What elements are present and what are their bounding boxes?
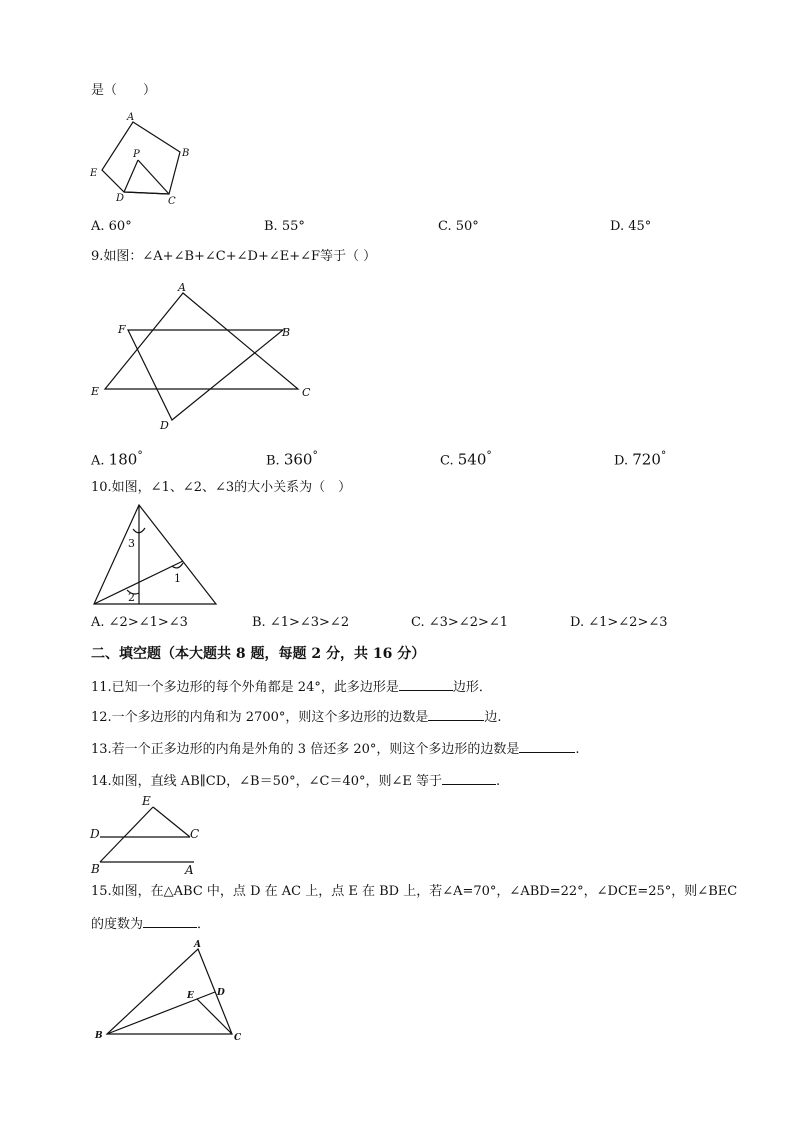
q8-label-C: C	[168, 196, 176, 207]
q12-text-end: 边.	[484, 710, 502, 725]
q9-option-c-degree: °	[486, 449, 492, 462]
q10-label-3: 3	[128, 537, 135, 550]
q9-option-a[interactable]	[91, 447, 143, 470]
q9-option-c-value: 540	[457, 450, 487, 469]
q10-label-2: 2	[128, 591, 135, 604]
q14-label-C: C	[190, 827, 200, 841]
q9-label-A: A	[178, 281, 186, 294]
q15-figure	[86, 938, 256, 1048]
q14-segment-EB	[100, 807, 153, 862]
q8-segment-PC	[138, 160, 169, 194]
q13	[91, 739, 580, 759]
q9-option-d-letter: D.	[614, 453, 629, 469]
q14-label-B: B	[91, 862, 100, 876]
q9-option-c-letter: C.	[440, 453, 454, 469]
q8-label-A: A	[127, 112, 135, 123]
q15-text: 的度数为	[91, 917, 144, 932]
q15-label-C: C	[234, 1033, 242, 1043]
q13-answer-blank[interactable]	[519, 739, 575, 753]
q13-text-end: .	[575, 742, 580, 757]
q8-pentagon	[102, 122, 180, 194]
q9-label-F: F	[118, 323, 126, 336]
q12-answer-blank[interactable]	[428, 707, 484, 721]
q9-option-d-degree: °	[660, 449, 667, 462]
q8-figure	[86, 108, 206, 208]
q14-answer-blank[interactable]	[442, 771, 496, 785]
q8-segment-PD	[124, 160, 138, 192]
q10-option-d[interactable]: D. ∠1>∠2>∠3	[570, 615, 668, 630]
q8-option-b[interactable]: B. 55°	[264, 219, 305, 234]
q15-label-A: A	[194, 940, 201, 950]
q15-text-end: ．	[197, 917, 211, 932]
q15-segment-EC	[197, 999, 232, 1034]
q9-option-b-degree: °	[312, 449, 318, 462]
q15-segment-BD	[107, 992, 215, 1034]
q9-option-a-degree: °	[137, 449, 143, 462]
q15-line2	[91, 914, 210, 934]
q9-option-a-letter: A.	[91, 453, 105, 469]
q14-text: 14.如图，直线 AB∥CD，∠B＝50°，∠C＝40°，则∠E 等于	[91, 774, 443, 789]
q8-option-c[interactable]: C. 50°	[438, 219, 479, 234]
q8-segment-DC	[124, 192, 169, 194]
q8-label-E: E	[90, 168, 98, 179]
q11-answer-blank[interactable]	[399, 677, 453, 691]
q9-label-C: C	[302, 386, 311, 399]
q8-option-d[interactable]: D. 45°	[610, 219, 652, 234]
q15-triangle-ABC	[107, 949, 232, 1034]
q8-stem-tail: 是（ ）	[91, 83, 157, 98]
q15-answer-blank[interactable]	[143, 914, 197, 928]
q14-label-A: A	[185, 863, 194, 877]
q9-option-a-value: 180	[108, 450, 138, 469]
q10-stem: 10.如图，∠1、∠2、∠3的大小关系为（ ）	[91, 480, 352, 495]
q10-label-1: 1	[174, 572, 181, 585]
q14-label-E: E	[142, 794, 151, 808]
q14-segment-EC	[153, 807, 190, 837]
q14-text-end: .	[496, 774, 501, 789]
q12	[91, 707, 502, 727]
q8-label-P: P	[133, 149, 140, 160]
q8-label-B: B	[182, 148, 190, 159]
q9-option-b-value: 360	[283, 450, 313, 469]
q15-label-D: D	[217, 988, 225, 998]
q10-option-a[interactable]: A. ∠2>∠1>∠3	[91, 615, 188, 630]
q11-text-end: 边形．	[452, 680, 492, 695]
q8-label-D: D	[116, 193, 125, 204]
q14	[91, 771, 500, 791]
q9-stem: 9.如图：∠A+∠B+∠C+∠D+∠E+∠F等于（ ）	[91, 249, 377, 264]
q14-label-D: D	[90, 827, 100, 841]
q9-option-d[interactable]	[614, 447, 666, 470]
q9-label-D: D	[160, 419, 169, 432]
q9-option-c[interactable]	[440, 447, 492, 470]
q9-figure	[86, 278, 326, 438]
q9-label-E: E	[91, 385, 100, 398]
q12-text: 12.一个多边形的内角和为 2700°，则这个多边形的边数是	[91, 710, 429, 725]
q13-text: 13.若一个正多边形的内角是外角的 3 倍还多 20°，则这个多边形的边数是	[91, 742, 520, 757]
q10-figure	[86, 500, 226, 610]
q9-triangle-bdf	[128, 330, 283, 420]
q9-option-d-value: 720	[632, 450, 661, 469]
q11-text: 11.已知一个多边形的每个外角都是 24°，此多边形是	[91, 680, 399, 695]
q15-line1: 15.如图，在△ABC 中，点 D 在 AC 上，点 E 在 BD 上，若∠A=70°，∠ABD=22°，∠DCE=25°，则∠BEC	[91, 884, 738, 899]
q10-option-b[interactable]: B. ∠1>∠3>∠2	[252, 615, 350, 630]
q11	[91, 677, 492, 697]
q9-option-b-letter: B.	[266, 453, 280, 469]
q9-label-B: B	[282, 326, 291, 339]
q9-option-b[interactable]	[266, 447, 318, 470]
q10-triangle	[94, 505, 216, 604]
q15-label-B: B	[95, 1031, 103, 1041]
q10-option-c[interactable]: C. ∠3>∠2>∠1	[411, 615, 509, 630]
section2-title: 二、填空题（本大题共 8 题，每题 2 分，共 16 分）	[91, 646, 426, 662]
q15-label-E: E	[187, 991, 194, 1001]
q8-option-a[interactable]: A. 60°	[91, 219, 132, 234]
q14-figure	[86, 790, 216, 880]
